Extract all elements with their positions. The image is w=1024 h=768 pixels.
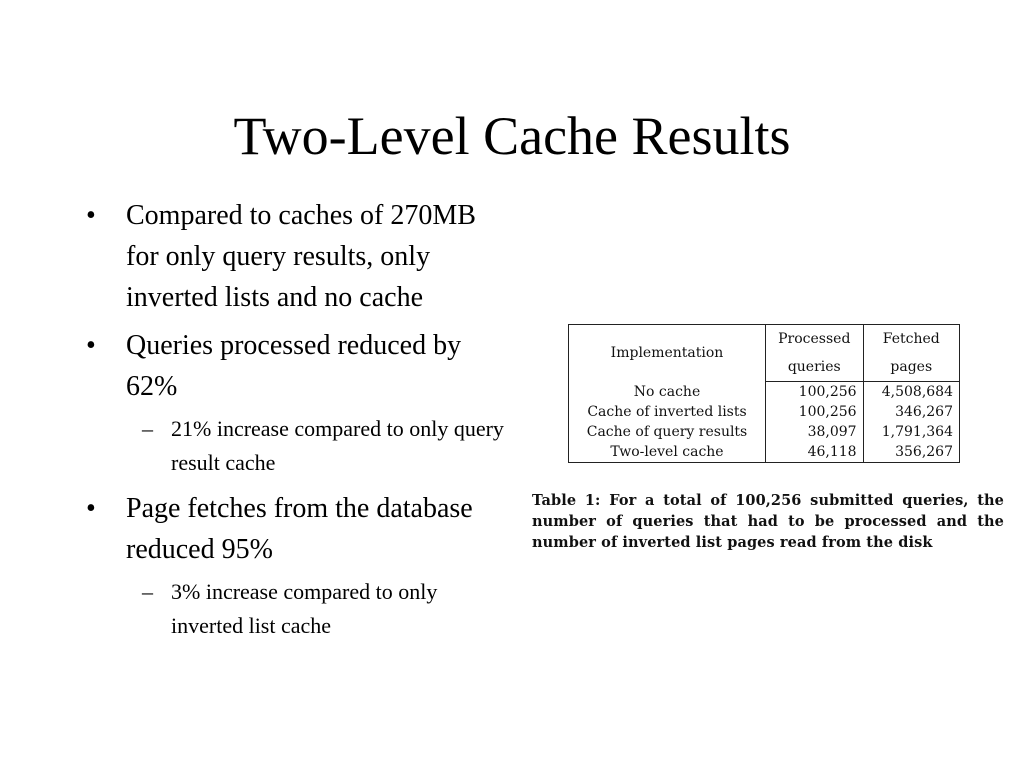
table-row: [569, 402, 960, 422]
cell-implementation: Cache of inverted lists: [569, 402, 766, 422]
header-fetched-sub: pages: [863, 353, 959, 382]
cell-fetched: 346,267: [895, 404, 953, 420]
header-processed-sub: queries: [766, 353, 864, 382]
cell-processed: 38,097: [766, 422, 864, 442]
cell-fetched: 4,508,684: [881, 384, 953, 400]
bullet-item: [86, 325, 506, 407]
table-row: [569, 422, 960, 442]
bullet-item: [86, 488, 506, 570]
bullet-dot: •: [86, 493, 96, 524]
bullet-dot: •: [86, 200, 96, 231]
bullet-text: Compared to caches of 270MB for only query results, only inverted lists and no cache: [126, 200, 476, 313]
header-implementation: Implementation: [569, 325, 766, 382]
table-row: [569, 442, 960, 463]
bullet-dot: •: [86, 330, 96, 361]
slide-title: Two-Level Cache Results: [233, 106, 791, 166]
results-table: [568, 324, 960, 463]
header-fetched: Fetched: [882, 331, 940, 347]
sub-bullet-item: [86, 412, 511, 480]
cell-implementation: No cache: [569, 382, 766, 403]
table-row: [569, 382, 960, 403]
sub-bullet-text: 3% increase compared to only inverted list cache: [171, 579, 438, 638]
sub-bullet-dash: –: [142, 416, 153, 441]
table-caption: Table 1: For a total of 100,256 submitted queries, the number of queries that had to be processed and the number of inverted list pages read from the disk: [532, 492, 1004, 551]
cell-fetched: 1,791,364: [881, 424, 953, 440]
cell-processed: 46,118: [766, 442, 864, 463]
bullet-text: Page fetches from the database reduced 95%: [126, 493, 473, 565]
header-processed: Processed: [766, 325, 864, 354]
bullet-item: [86, 195, 506, 318]
cell-fetched: 356,267: [895, 444, 953, 460]
cell-processed: 100,256: [766, 402, 864, 422]
sub-bullet-dash: –: [142, 579, 153, 604]
cell-processed: 100,256: [766, 382, 864, 403]
bullet-text: Queries processed reduced by 62%: [126, 330, 462, 402]
sub-bullet-item: [86, 575, 511, 643]
bullet-list: [86, 195, 506, 651]
cell-implementation: Two-level cache: [569, 442, 766, 463]
sub-bullet-text: 21% increase compared to only query result cache: [171, 416, 504, 475]
cell-implementation: Cache of query results: [569, 422, 766, 442]
